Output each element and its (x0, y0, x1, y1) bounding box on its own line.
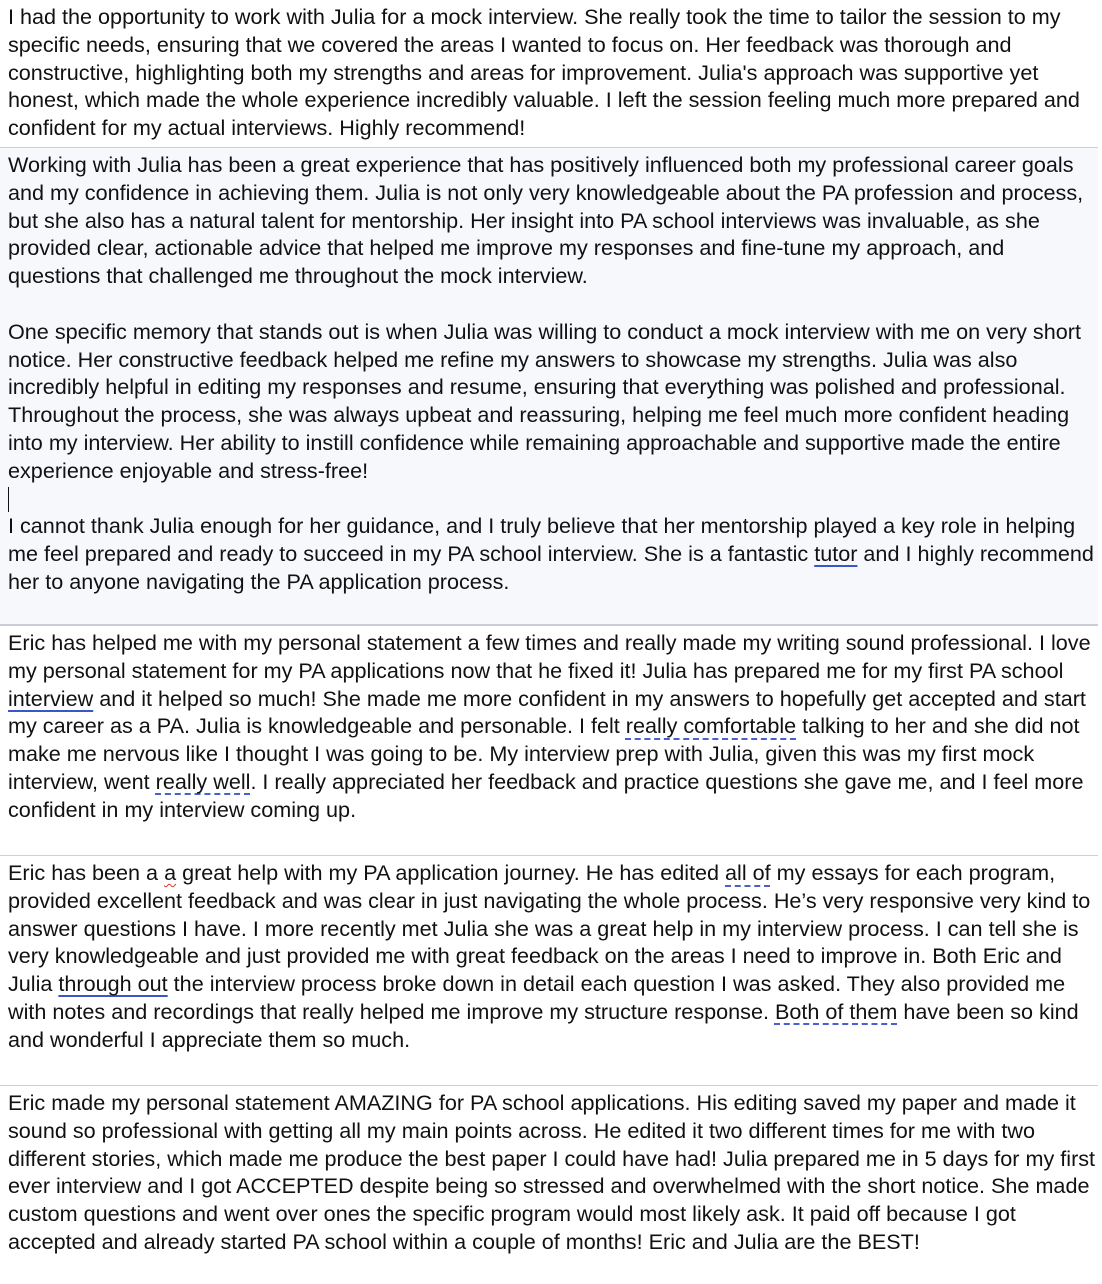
review-text: Eric made my personal statement AMAZING for PA school applications. His editing saved my paper and made it sound so professional with getting all my main points across. He edited it two different times for me with two different stories, which made me produce the best paper I could have had! Julia prepared me in 5 days for my first ever interview and I got ACCEPTED despite being so stressed and overwhelmed with the short notice. She made custom questions and went over ones the specific program would most likely ask. It paid off because I got accepted and already started PA school within a couple of months! Eric and Julia are the BEST! (8, 1090, 1096, 1254)
grammar-flag[interactable]: Both of them (774, 998, 898, 1024)
grammar-flag[interactable]: interview (8, 685, 94, 711)
review-text: One specific memory that stands out is when Julia was willing to conduct a mock interview with me on very short notice. Her constructive feedback helped me refine my answers to showcase my strengths. Julia was also incredibly helpful in editing my responses and resume, ensuring that everything was polished and professional. Throughout the process, she was always upbeat and reassuring, helping me feel much more confident heading into my interview. Her ability to instill confidence while remaining approachable and supportive made the entire experience enjoyable and stress-free! (8, 318, 1081, 483)
grammar-flag[interactable]: all of (725, 860, 771, 885)
review-paragraph (8, 859, 1098, 1054)
review-text: the interview process broke down in detail each question I was asked. They also provided me with notes and recordings that really helped me improve my structure response. (8, 971, 1066, 1024)
review-text: I cannot thank Julia enough for her guidance, and I truly believe that her mentorship played a key role in helping me feel prepared and ready to succeed in my PA school interview. She is a fantastic (8, 513, 1076, 567)
review-paragraph (8, 1089, 1098, 1256)
review-paragraph (8, 512, 1098, 595)
review-cell-4[interactable] (0, 856, 1098, 1086)
review-paragraph (8, 3, 1098, 142)
review-text: my essays for each program, provided excellent feedback and was clear in just navigating the whole process. He’s very responsive very kind to answer questions I have. I more recently met Julia she was a great help in my interview process. I can tell she is very knowledgeable and just provided me with great feedback on the areas I need to improve in. Both Eric and Julia (8, 860, 1091, 997)
review-paragraph (8, 629, 1098, 824)
blank-line (8, 290, 1098, 318)
review-text: I had the opportunity to work with Julia for a mock interview. She really took the time to tailor the session to my specific needs, ensuring that we covered the areas I wanted to focus on. Her feedback was thorough and constructive, highlighting both my strengths and areas for improvement. Julia's approach was supportive yet honest, which made the whole experience incredibly valuable. I left the session feeling much more prepared and confident for my actual interviews. Highly recommend! (8, 4, 1080, 141)
grammar-flag[interactable]: tutor (814, 541, 858, 567)
review-cell-1[interactable] (0, 0, 1098, 148)
review-text: have been so kind and wonderful I appreciate them so much. (8, 998, 1079, 1052)
blank-line (8, 485, 1098, 513)
grammar-flag[interactable]: really well (155, 768, 251, 794)
review-paragraph (8, 151, 1098, 290)
grammar-flag[interactable]: through out (58, 971, 168, 997)
review-text: talking to her and she did not make me nervous like I thought I was going to be. My interview prep with Julia, given this was my first mock interview, went (8, 713, 1080, 794)
review-cell-5[interactable] (0, 1086, 1098, 1284)
review-text: . I really appreciated her feedback and practice questions she gave me, and I feel more confident in my interview coming up. (8, 768, 1084, 822)
review-cell-2-editing[interactable] (0, 148, 1098, 626)
review-text: Eric has helped me with my personal statement a few times and really made my writing sound professional. I love my personal statement for my PA applications now that he fixed it! Julia has prepared me for my first PA school (8, 630, 1091, 683)
review-text: and it helped so much! She made me more confident in my answers to hopefully get accepted and start my career as a PA. Julia is knowledgeable and personable. I felt (8, 685, 1086, 739)
spelling-flag[interactable]: a (164, 860, 177, 885)
review-cell-3[interactable] (0, 626, 1098, 856)
review-text: and I highly recommend her to anyone navigating the PA application process. (8, 541, 1094, 594)
grammar-flag[interactable]: really comfortable (625, 713, 797, 739)
review-text: great help with my PA application journey. He has edited (176, 860, 726, 885)
text-cursor (8, 487, 9, 512)
review-text: Eric has been a (8, 860, 165, 885)
review-paragraph (8, 318, 1098, 485)
review-text: Working with Julia has been a great experience that has positively influenced both my professional career goals and my confidence in achieving them. Julia is not only very knowledgeable about the PA profession and process, but she also has a natural talent for mentorship. Her insight into PA school interviews was invaluable, as she provided clear, actionable advice that helped me improve my responses and fine-tune my approach, and questions that challenged me throughout the mock interview. (8, 152, 1084, 289)
